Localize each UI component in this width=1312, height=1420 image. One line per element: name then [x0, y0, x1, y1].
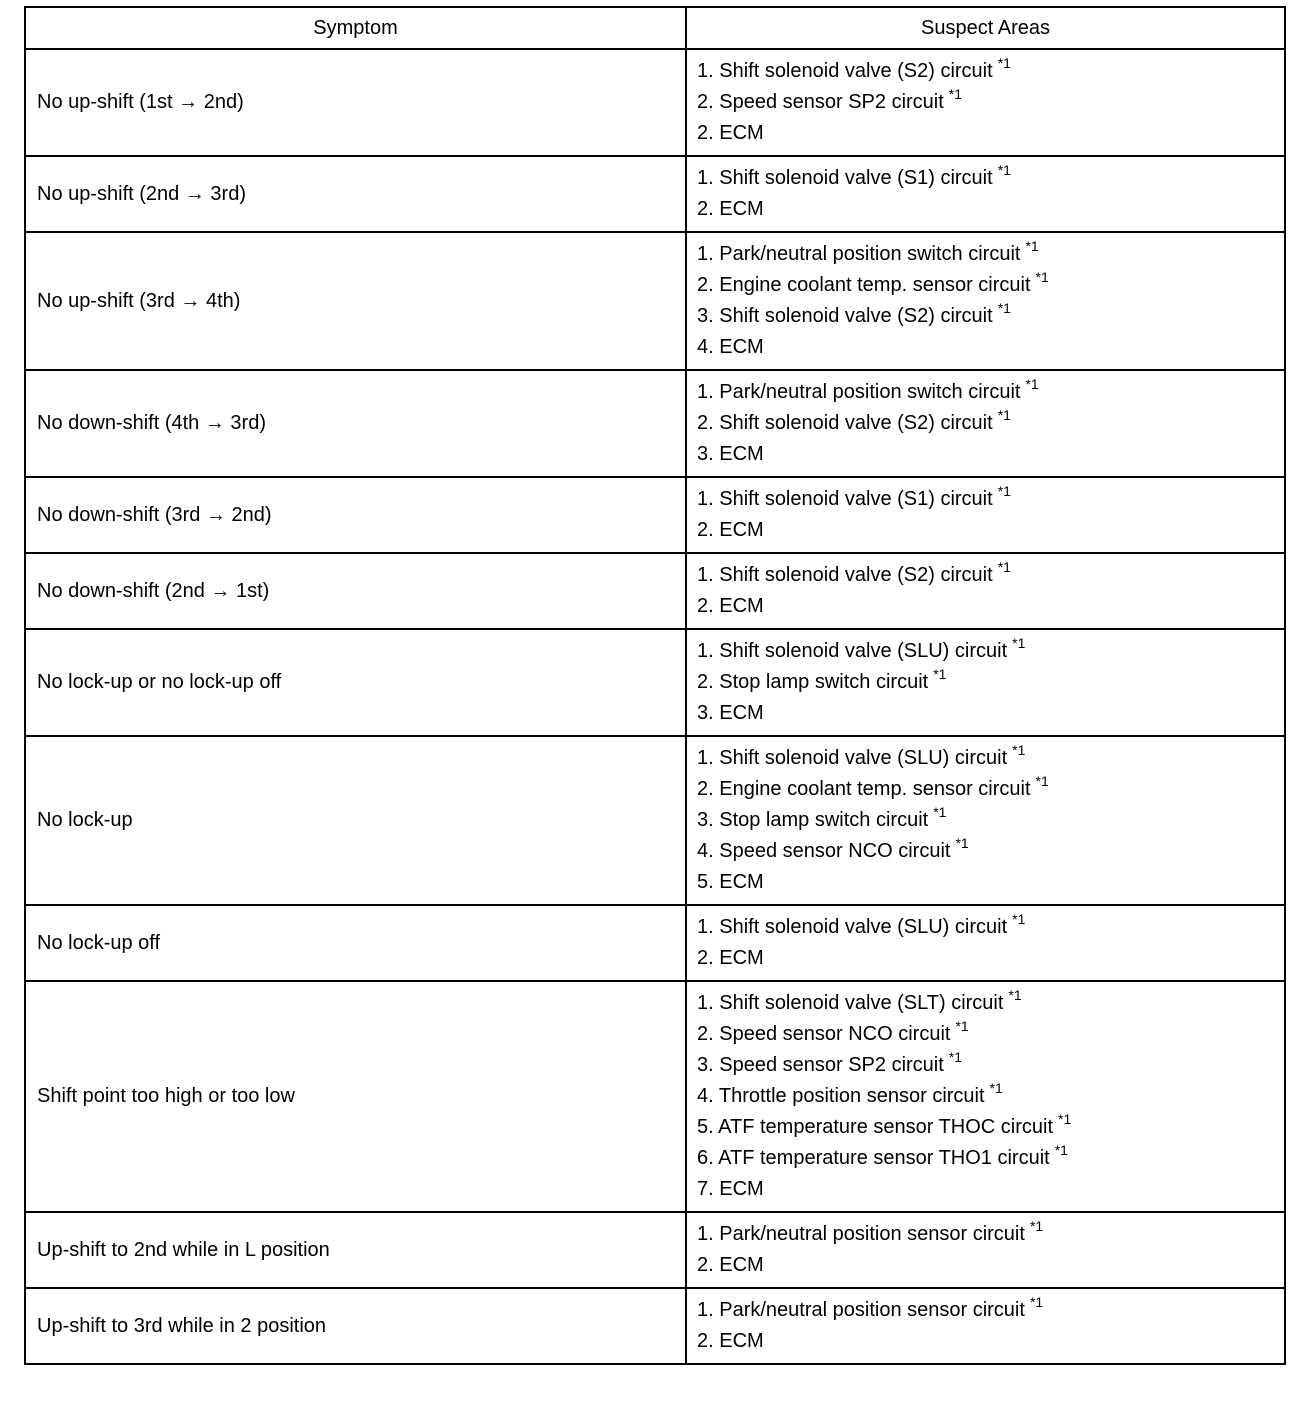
suspect-area-text: 4. ECM: [697, 336, 764, 358]
suspect-area-item: [697, 591, 1284, 622]
suspect-area-text: 3. Speed sensor SP2 circuit: [697, 1054, 944, 1076]
footnote-marker: *1: [1012, 635, 1026, 651]
suspect-area-item: [697, 377, 1284, 408]
suspect-area-text: 2. Engine coolant temp. sensor circuit: [697, 274, 1031, 296]
suspect-area-text: 6. ATF temperature sensor THO1 circuit: [697, 1147, 1050, 1169]
table-row: [25, 156, 1285, 232]
suspect-area-item: [697, 836, 1284, 867]
suspect-area-text: 2. ECM: [697, 198, 764, 220]
header-row: [25, 7, 1285, 49]
suspect-area-item: [697, 1326, 1284, 1357]
footnote-marker: *1: [989, 1080, 1003, 1096]
suspect-area-text: 3. Shift solenoid valve (S2) circuit: [697, 305, 993, 327]
footnote-marker: *1: [1035, 773, 1049, 789]
footnote-marker: *1: [997, 407, 1011, 423]
suspect-area-item: [697, 912, 1284, 943]
symptom-cell: No up-shift (3rd → 4th): [25, 232, 686, 370]
footnote-marker: *1: [997, 559, 1011, 575]
suspect-area-text: 4. Throttle position sensor circuit: [697, 1085, 985, 1107]
suspect-area-item: [697, 805, 1284, 836]
suspect-area-text: 1. Park/neutral position sensor circuit: [697, 1299, 1025, 1321]
footnote-marker: *1: [1035, 269, 1049, 285]
suspect-area-text: 1. Shift solenoid valve (S2) circuit: [697, 60, 993, 82]
symptom-cell: Up-shift to 3rd while in 2 position: [25, 1288, 686, 1364]
suspect-area-item: [697, 270, 1284, 301]
suspect-area-text: 2. Speed sensor SP2 circuit: [697, 91, 944, 113]
suspect-area-item: [697, 867, 1284, 898]
suspect-area-item: [697, 484, 1284, 515]
suspect-area-item: [697, 1112, 1284, 1143]
suspect-areas-cell: [686, 553, 1285, 629]
suspect-area-text: 1. Shift solenoid valve (S1) circuit: [697, 167, 993, 189]
suspect-area-item: [697, 988, 1284, 1019]
suspect-area-item: [697, 163, 1284, 194]
symptom-cell: No up-shift (2nd → 3rd): [25, 156, 686, 232]
footnote-marker: *1: [1029, 1218, 1044, 1234]
footnote-marker: *1: [1008, 987, 1022, 1003]
symptom-table: [24, 6, 1286, 1365]
footnote-marker: *1: [997, 300, 1011, 316]
symptom-cell: No lock-up or no lock-up off: [25, 629, 686, 736]
suspect-area-text: 1. Shift solenoid valve (SLU) circuit: [697, 747, 1008, 769]
suspect-areas-cell: [686, 370, 1285, 477]
table-row: [25, 232, 1285, 370]
suspect-area-text: 3. ECM: [697, 702, 764, 724]
suspect-area-item: [697, 667, 1284, 698]
table-body: [25, 49, 1285, 1364]
footnote-marker: *1: [948, 1049, 963, 1065]
table-row: [25, 629, 1285, 736]
suspect-area-text: 4. Speed sensor NCO circuit: [697, 840, 951, 862]
suspect-area-text: 2. ECM: [697, 1254, 764, 1276]
suspect-areas-cell: [686, 981, 1285, 1212]
footnote-marker: *1: [933, 666, 947, 682]
suspect-areas-cell: [686, 49, 1285, 156]
footnote-marker: *1: [1058, 1111, 1072, 1127]
symptom-cell: No up-shift (1st → 2nd): [25, 49, 686, 156]
table-row: [25, 49, 1285, 156]
footnote-marker: *1: [1012, 911, 1026, 927]
footnote-marker: *1: [997, 55, 1011, 71]
footnote-marker: *1: [1029, 1294, 1044, 1310]
suspect-area-item: [697, 118, 1284, 149]
symptom-cell: No lock-up off: [25, 905, 686, 981]
footnote-marker: *1: [1054, 1142, 1068, 1158]
table-row: [25, 905, 1285, 981]
suspect-area-item: [697, 1019, 1284, 1050]
table-row: [25, 477, 1285, 553]
suspect-areas-cell: [686, 1288, 1285, 1364]
symptom-cell: No down-shift (4th → 3rd): [25, 370, 686, 477]
suspect-areas-cell: [686, 629, 1285, 736]
suspect-area-text: 1. Park/neutral position sensor circuit: [697, 1223, 1025, 1245]
suspect-area-text: 7. ECM: [697, 1178, 764, 1200]
suspect-area-text: 1. Shift solenoid valve (S2) circuit: [697, 564, 993, 586]
suspect-area-text: 5. ATF temperature sensor THOC circuit: [697, 1116, 1054, 1138]
table-row: [25, 553, 1285, 629]
suspect-area-item: [697, 1250, 1284, 1281]
suspect-area-text: 3. Stop lamp switch circuit: [697, 809, 929, 831]
footnote-marker: *1: [997, 162, 1011, 178]
symptom-cell: No lock-up: [25, 736, 686, 905]
suspect-area-item: [697, 239, 1284, 270]
symptom-cell: Shift point too high or too low: [25, 981, 686, 1212]
suspect-area-text: 1. Shift solenoid valve (S1) circuit: [697, 488, 993, 510]
suspect-area-item: [697, 1143, 1284, 1174]
suspect-area-item: [697, 943, 1284, 974]
suspect-area-item: [697, 332, 1284, 363]
suspect-area-item: [697, 1174, 1284, 1205]
footnote-marker: *1: [997, 483, 1011, 499]
suspect-area-text: 1. Park/neutral position switch circuit: [697, 381, 1021, 403]
table-row: [25, 736, 1285, 905]
suspect-area-item: [697, 743, 1284, 774]
symptom-cell: No down-shift (2nd → 1st): [25, 553, 686, 629]
footnote-marker: *1: [948, 86, 963, 102]
suspect-areas-cell: [686, 905, 1285, 981]
suspect-area-item: [697, 636, 1284, 667]
suspect-area-item: [697, 560, 1284, 591]
footnote-marker: *1: [1012, 742, 1026, 758]
suspect-area-item: [697, 698, 1284, 729]
suspect-area-item: [697, 1219, 1284, 1250]
symptom-column-header: Symptom: [25, 7, 686, 49]
suspect-area-item: [697, 194, 1284, 225]
suspect-area-text: 1. Park/neutral position switch circuit: [697, 243, 1021, 265]
suspect-areas-cell: [686, 477, 1285, 553]
suspect-area-text: 2. ECM: [697, 519, 764, 541]
suspect-area-text: 1. Shift solenoid valve (SLT) circuit: [697, 992, 1004, 1014]
suspect-area-text: 2. Stop lamp switch circuit: [697, 671, 929, 693]
footnote-marker: *1: [955, 1018, 969, 1034]
symptom-cell: Up-shift to 2nd while in L position: [25, 1212, 686, 1288]
footnote-marker: *1: [1025, 238, 1039, 254]
suspect-area-item: [697, 774, 1284, 805]
suspect-area-text: 2. ECM: [697, 122, 764, 144]
table-row: [25, 981, 1285, 1212]
suspect-area-item: [697, 1295, 1284, 1326]
suspect-area-text: 2. ECM: [697, 947, 764, 969]
table-row: [25, 1288, 1285, 1364]
suspect-area-text: 2. ECM: [697, 595, 764, 617]
suspect-area-item: [697, 1050, 1284, 1081]
table-row: [25, 1212, 1285, 1288]
footnote-marker: *1: [1025, 376, 1039, 392]
suspect-area-text: 1. Shift solenoid valve (SLU) circuit: [697, 916, 1008, 938]
suspect-area-item: [697, 439, 1284, 470]
suspect-areas-cell: [686, 1212, 1285, 1288]
suspect-area-item: [697, 87, 1284, 118]
suspect-areas-cell: [686, 736, 1285, 905]
suspect-area-item: [697, 1081, 1284, 1112]
table-row: [25, 370, 1285, 477]
suspect-area-item: [697, 56, 1284, 87]
suspect-area-item: [697, 301, 1284, 332]
suspect-area-text: 3. ECM: [697, 443, 764, 465]
suspect-areas-cell: [686, 232, 1285, 370]
suspect-area-text: 2. Engine coolant temp. sensor circuit: [697, 778, 1031, 800]
symptom-cell: No down-shift (3rd → 2nd): [25, 477, 686, 553]
suspect-areas-column-header: Suspect Areas: [686, 7, 1285, 49]
suspect-area-text: 2. Shift solenoid valve (S2) circuit: [697, 412, 993, 434]
footnote-marker: *1: [933, 804, 947, 820]
suspect-area-item: [697, 515, 1284, 546]
suspect-area-text: 5. ECM: [697, 871, 764, 893]
suspect-area-item: [697, 408, 1284, 439]
suspect-area-text: 1. Shift solenoid valve (SLU) circuit: [697, 640, 1008, 662]
suspect-areas-cell: [686, 156, 1285, 232]
suspect-area-text: 2. Speed sensor NCO circuit: [697, 1023, 951, 1045]
suspect-area-text: 2. ECM: [697, 1330, 764, 1352]
footnote-marker: *1: [955, 835, 969, 851]
